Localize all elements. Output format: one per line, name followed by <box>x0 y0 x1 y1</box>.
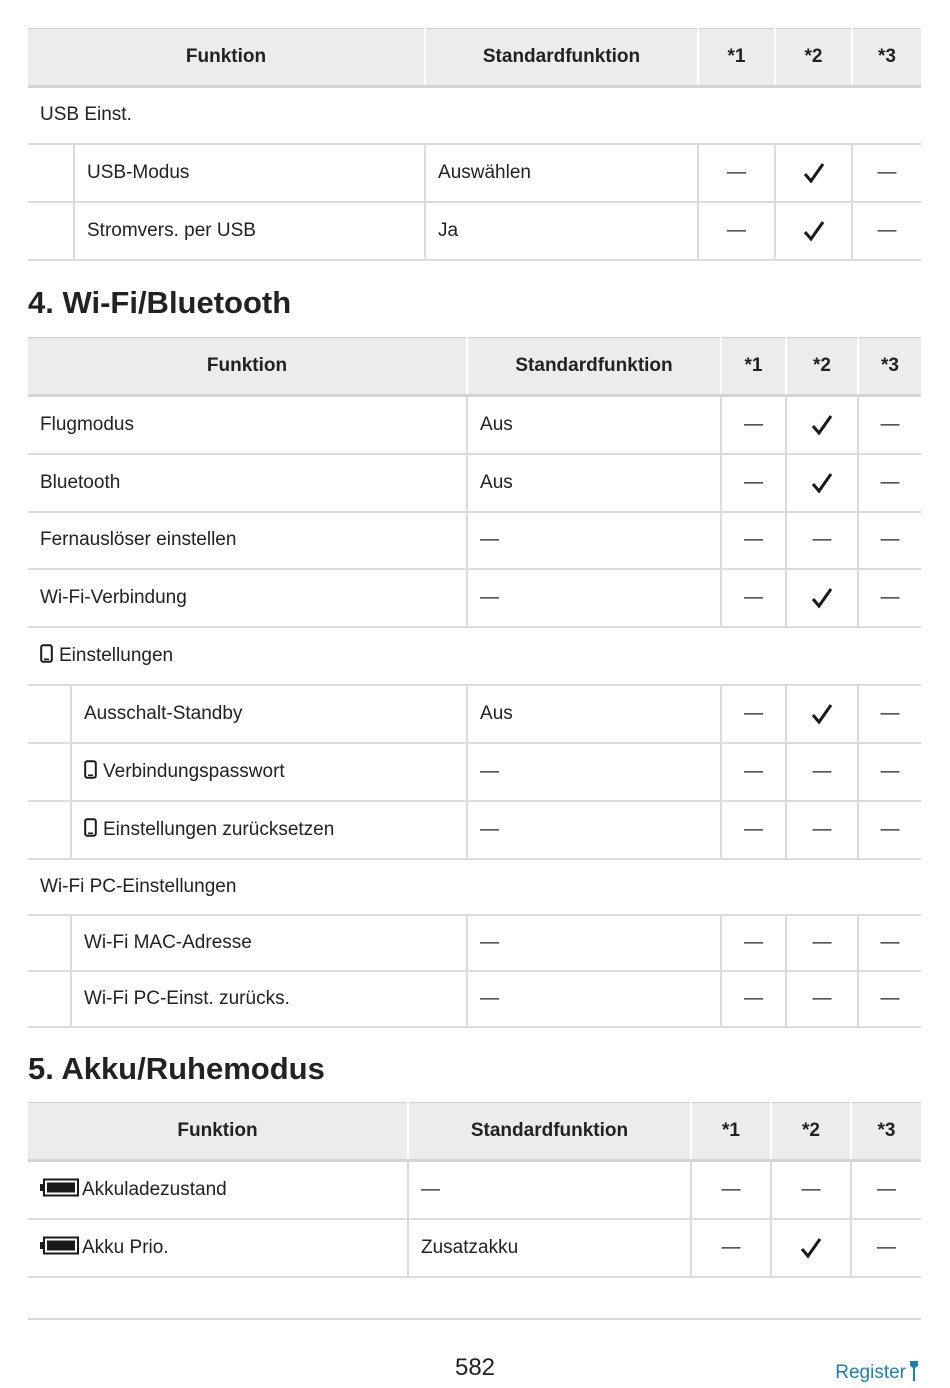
header-col3: *3 <box>858 338 921 396</box>
header-col2: *2 <box>771 1103 851 1161</box>
row-col3: — <box>858 915 921 971</box>
row-col2: — <box>786 743 858 801</box>
row-col1: — <box>698 202 775 260</box>
row-name: USB-Modus <box>74 144 425 202</box>
smartphone-icon <box>84 760 97 779</box>
smartphone-icon <box>84 818 97 837</box>
check-icon <box>810 586 834 610</box>
row-name: Wi-Fi PC-Einst. zurücks. <box>71 971 467 1027</box>
row-name <box>71 801 467 859</box>
check-icon <box>810 413 834 437</box>
row-col3: — <box>858 569 921 627</box>
section-title-akku-ruhemodus: 5. Akku/Ruhemodus <box>28 1051 325 1086</box>
battery-table <box>28 1102 921 1278</box>
table-row <box>28 859 921 915</box>
row-col3: — <box>858 971 921 1027</box>
row-value: — <box>467 569 721 627</box>
row-value: — <box>467 801 721 859</box>
row-value: — <box>467 971 721 1027</box>
row-col1: — <box>721 743 786 801</box>
row-col1: — <box>691 1161 771 1219</box>
check-icon <box>810 471 834 495</box>
row-col3: — <box>858 396 921 454</box>
header-funktion: Funktion <box>28 1103 408 1161</box>
row-col2: — <box>786 971 858 1027</box>
row-value: Aus <box>467 685 721 743</box>
row-col2: — <box>786 801 858 859</box>
row-name: Fernauslöser einstellen <box>28 512 467 569</box>
row-name <box>71 743 467 801</box>
row-name: Flugmodus <box>28 396 467 454</box>
header-col3: *3 <box>851 1103 921 1161</box>
row-name <box>28 1161 408 1219</box>
table-row <box>28 743 921 801</box>
row-col3: — <box>851 1219 921 1277</box>
row-col1: — <box>721 685 786 743</box>
header-standardfunktion: Standardfunktion <box>467 338 721 396</box>
section-title-wifi-bluetooth: 4. Wi-Fi/Bluetooth <box>28 285 292 320</box>
table-row <box>28 454 921 512</box>
row-col3: — <box>858 801 921 859</box>
row-value: — <box>467 743 721 801</box>
group-title-text: Einstellungen <box>59 645 174 666</box>
table-row <box>28 915 921 971</box>
row-col3: — <box>852 202 921 260</box>
header-standardfunktion: Standardfunktion <box>408 1103 691 1161</box>
usb-table <box>28 28 921 261</box>
row-name-text: Akkuladezustand <box>82 1179 227 1201</box>
table-row <box>28 144 921 202</box>
header-col1: *1 <box>698 29 775 87</box>
table-row <box>28 971 921 1027</box>
row-value: Zusatzakku <box>408 1219 691 1277</box>
header-col3: *3 <box>852 29 921 87</box>
battery-icon <box>40 1178 80 1197</box>
row-col1: — <box>721 396 786 454</box>
header-col2: *2 <box>786 338 858 396</box>
table-row <box>28 202 921 260</box>
row-col1: — <box>691 1219 771 1277</box>
check-icon <box>802 219 826 243</box>
register-link-label: Register <box>835 1362 906 1383</box>
table-row <box>28 569 921 627</box>
row-col1: — <box>721 915 786 971</box>
row-name: Bluetooth <box>28 454 467 512</box>
row-col1: — <box>721 801 786 859</box>
check-icon <box>810 702 834 726</box>
row-name: Wi-Fi MAC-Adresse <box>71 915 467 971</box>
row-col1: — <box>721 454 786 512</box>
row-col3: — <box>858 743 921 801</box>
header-funktion: Funktion <box>28 338 467 396</box>
row-name: Stromvers. per USB <box>74 202 425 260</box>
row-value: — <box>408 1161 691 1219</box>
wifi-table <box>28 337 921 1028</box>
row-name-text: Verbindungspasswort <box>103 761 285 782</box>
table-row <box>28 87 921 144</box>
table-row <box>28 685 921 743</box>
row-value: Auswählen <box>425 144 698 202</box>
check-icon <box>799 1236 823 1260</box>
row-value: — <box>467 915 721 971</box>
table-row <box>28 627 921 685</box>
smartphone-icon <box>40 644 53 663</box>
header-col1: *1 <box>691 1103 771 1161</box>
register-link[interactable] <box>835 1360 920 1384</box>
header-col1: *1 <box>721 338 786 396</box>
row-col2: — <box>786 512 858 569</box>
group-title: Wi-Fi PC-Einstellungen <box>28 859 921 915</box>
table-row <box>28 1219 921 1277</box>
row-name: Ausschalt-Standby <box>71 685 467 743</box>
row-value: — <box>467 512 721 569</box>
row-col1: — <box>721 569 786 627</box>
row-col1: — <box>721 971 786 1027</box>
table-row <box>28 512 921 569</box>
row-name: Wi-Fi-Verbindung <box>28 569 467 627</box>
group-title <box>28 627 921 685</box>
battery-icon <box>40 1236 80 1255</box>
row-col1: — <box>721 512 786 569</box>
row-value: Aus <box>467 454 721 512</box>
table-row <box>28 1161 921 1219</box>
row-name-text: Akku Prio. <box>82 1237 169 1258</box>
table-row <box>28 396 921 454</box>
row-col3: — <box>858 454 921 512</box>
row-col3: — <box>851 1161 921 1219</box>
row-name-text: Einstellungen zurücksetzen <box>103 819 335 840</box>
row-col2: — <box>771 1161 851 1219</box>
page-number: 582 <box>454 1354 496 1381</box>
row-value: Aus <box>467 396 721 454</box>
row-col3: — <box>858 512 921 569</box>
row-col3: — <box>852 144 921 202</box>
header-funktion: Funktion <box>28 29 425 87</box>
row-col2: — <box>786 915 858 971</box>
header-standardfunktion: Standardfunktion <box>425 29 698 87</box>
row-col3: — <box>858 685 921 743</box>
row-value: Ja <box>425 202 698 260</box>
header-col2: *2 <box>775 29 852 87</box>
row-name <box>28 1219 408 1277</box>
row-col1: — <box>698 144 775 202</box>
footer-divider <box>28 1318 921 1320</box>
check-icon <box>802 161 826 185</box>
group-title: USB Einst. <box>28 87 921 144</box>
table-row <box>28 801 921 859</box>
register-tab-icon <box>908 1360 920 1382</box>
